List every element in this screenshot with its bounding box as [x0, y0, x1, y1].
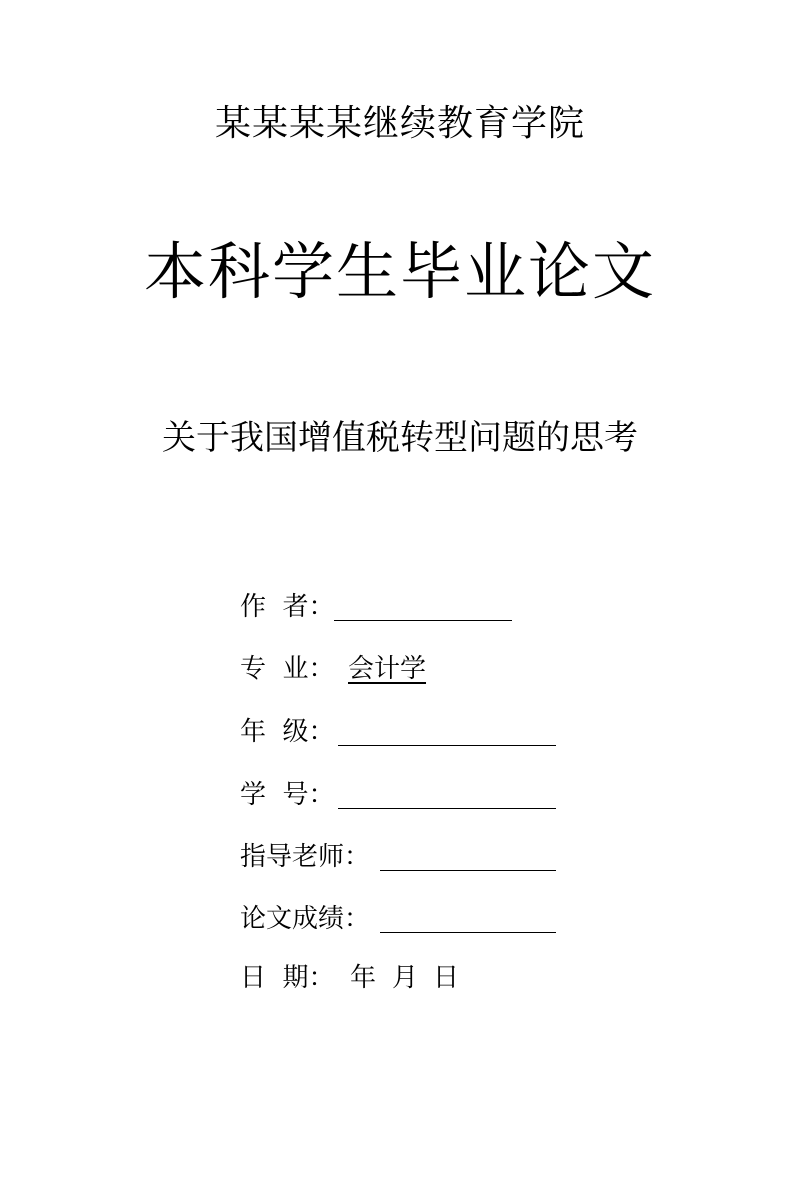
date-label: 日 期：: [240, 963, 335, 993]
score-label: 论文成绩：: [240, 904, 371, 934]
date-day-label: 日: [433, 963, 460, 993]
author-blank-line: [334, 620, 512, 621]
grade-field: [240, 712, 560, 752]
score-field: [240, 899, 560, 939]
advisor-label: 指导老师：: [240, 842, 371, 872]
date-field: [240, 958, 500, 998]
major-label: 专 业：: [240, 654, 335, 684]
score-blank-line: [380, 932, 556, 933]
major-value: 会计学: [348, 654, 427, 684]
advisor-field: [240, 837, 560, 877]
author-field: [240, 587, 520, 627]
date-month-label: 月: [392, 963, 419, 993]
thesis-title: 关于我国增值税转型问题的思考: [162, 418, 638, 458]
grade-label: 年 级：: [240, 717, 335, 747]
advisor-blank-line: [380, 870, 556, 871]
student-id-field: [240, 775, 560, 815]
document-type-heading: 本科学生毕业论文: [143, 235, 656, 308]
author-label: 作 者：: [240, 592, 335, 622]
institution-name: 某某某某继续教育学院: [214, 103, 585, 144]
grade-blank-line: [338, 745, 556, 746]
student-id-blank-line: [338, 808, 556, 809]
date-year-label: 年: [350, 963, 377, 993]
major-field: [240, 649, 520, 689]
student-id-label: 学 号：: [240, 780, 335, 810]
